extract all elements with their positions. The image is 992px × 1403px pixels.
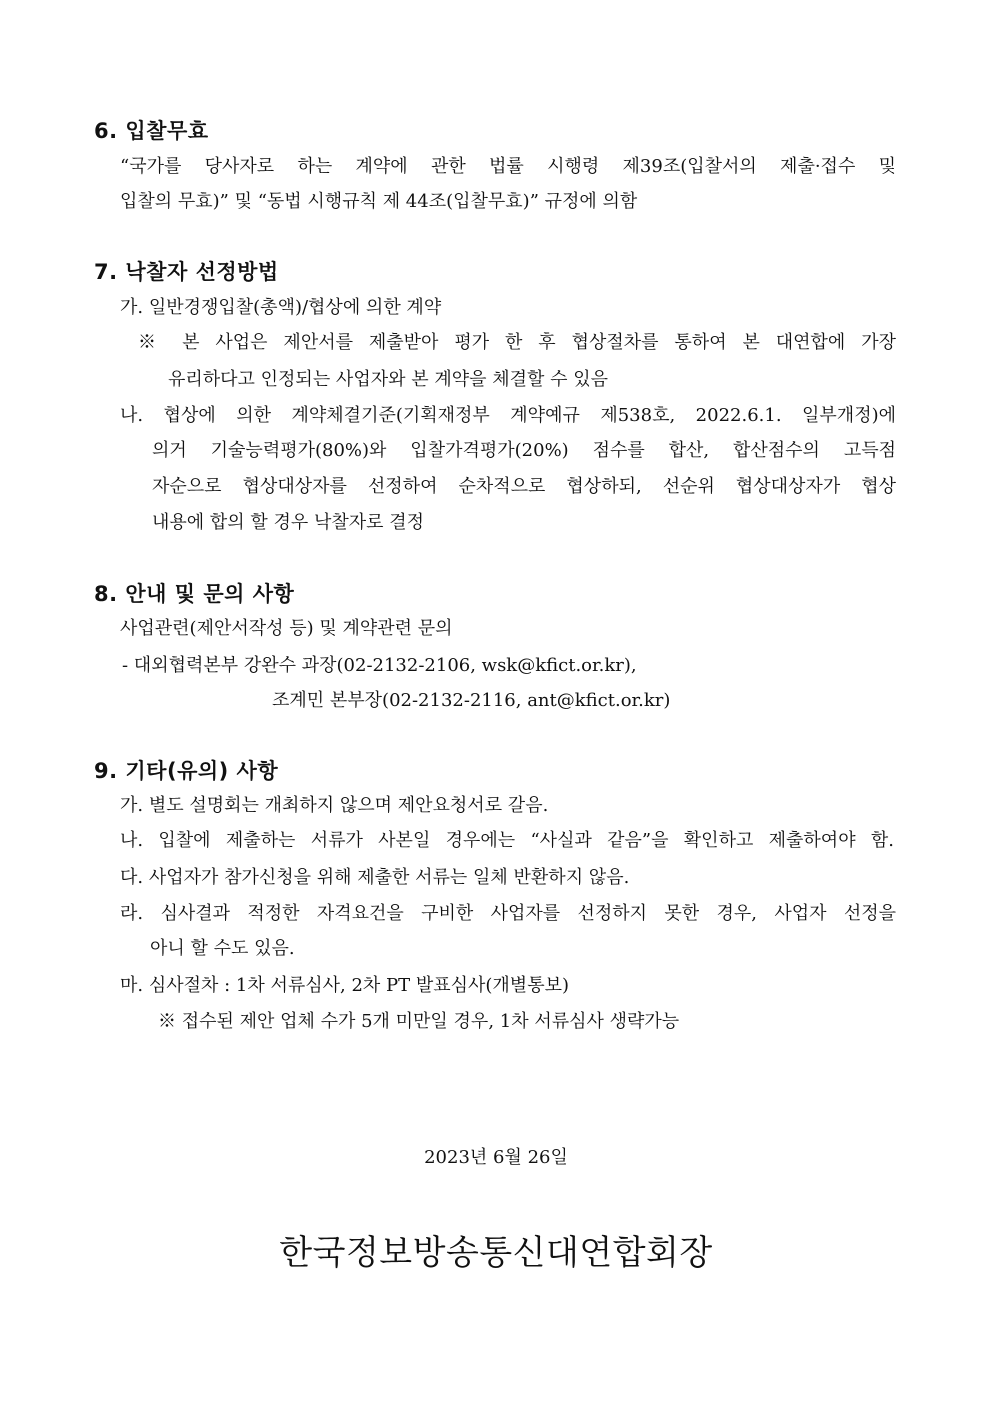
section-7-item-na-line-2: 의거 기술능력평가(80%)와 입찰가격평가(20%) 점수를 합산, 합산점수의 고득점 xyxy=(152,440,896,461)
section-7-note-line-2: 유리하다고 인정되는 사업자와 본 계약을 체결할 수 있음 xyxy=(168,369,608,390)
section-9-item-ra-line-2: 아니 할 수도 있음. xyxy=(150,938,295,959)
section-7-item-na-line-3: 자순으로 협상대상자를 선정하여 순차적으로 협상하되, 선순위 협상대상자가 협상 xyxy=(152,476,896,497)
section-6-line-1: “국가를 당사자로 하는 계약에 관한 법률 시행령 제39조(입찰서의 제출·접수 및 xyxy=(120,156,896,177)
section-9-item-ra-line-1: 라. 심사결과 적정한 자격요건을 구비한 사업자를 선정하지 못한 경우, 사업자 선정을 xyxy=(120,903,896,924)
section-9-item-ga: 가. 별도 설명회는 개최하지 않으며 제안요청서로 갈음. xyxy=(120,795,549,816)
section-8-contact-2: 조계민 본부장(02-2132-2116, ant@kfict.or.kr) xyxy=(272,690,671,711)
section-9-item-na: 나. 입찰에 제출하는 서류가 사본일 경우에는 “사실과 같음”을 확인하고 제출하여야 함. xyxy=(120,830,894,851)
document-date: 2023년 6월 26일 xyxy=(424,1147,568,1168)
section-9-item-ma: 마. 심사절차 : 1차 서류심사, 2차 PT 발표심사(개별통보) xyxy=(120,975,569,996)
section-6-heading: 6. 입찰무효 xyxy=(94,119,209,143)
section-6-line-2: 입찰의 무효)” 및 “동법 시행규칙 제 44조(입찰무효)” 규정에 의함 xyxy=(120,191,638,212)
section-9-item-da: 다. 사업자가 참가신청을 위해 제출한 서류는 일체 반환하지 않음. xyxy=(120,867,630,888)
section-9-heading: 9. 기타(유의) 사항 xyxy=(94,759,279,783)
section-8-heading: 8. 안내 및 문의 사항 xyxy=(94,582,295,606)
section-7-note-line-1: ※ 본 사업은 제안서를 제출받아 평가 한 후 협상절차를 통하여 본 대연합에 가장 xyxy=(138,332,896,353)
issuer-signature: 한국정보방송통신대연합회장 xyxy=(279,1233,713,1273)
section-8-contact-1: - 대외협력본부 강완수 과장(02-2132-2106, wsk@kfict.or.kr), xyxy=(122,655,637,676)
section-7-item-na-line-1: 나. 협상에 의한 계약체결기준(기획재정부 계약예규 제538호, 2022.6.1. 일부개정)에 xyxy=(120,405,896,426)
section-9-item-ma-note: ※ 접수된 제안 업체 수가 5개 미만일 경우, 1차 서류심사 생략가능 xyxy=(158,1011,680,1032)
section-7-item-ga: 가. 일반경쟁입찰(총액)/협상에 의한 계약 xyxy=(120,297,442,318)
section-7-heading: 7. 낙찰자 선정방법 xyxy=(94,260,279,284)
section-8-intro: 사업관련(제안서작성 등) 및 계약관련 문의 xyxy=(120,618,453,639)
section-7-item-na-line-4: 내용에 합의 할 경우 낙찰자로 결정 xyxy=(152,512,425,533)
